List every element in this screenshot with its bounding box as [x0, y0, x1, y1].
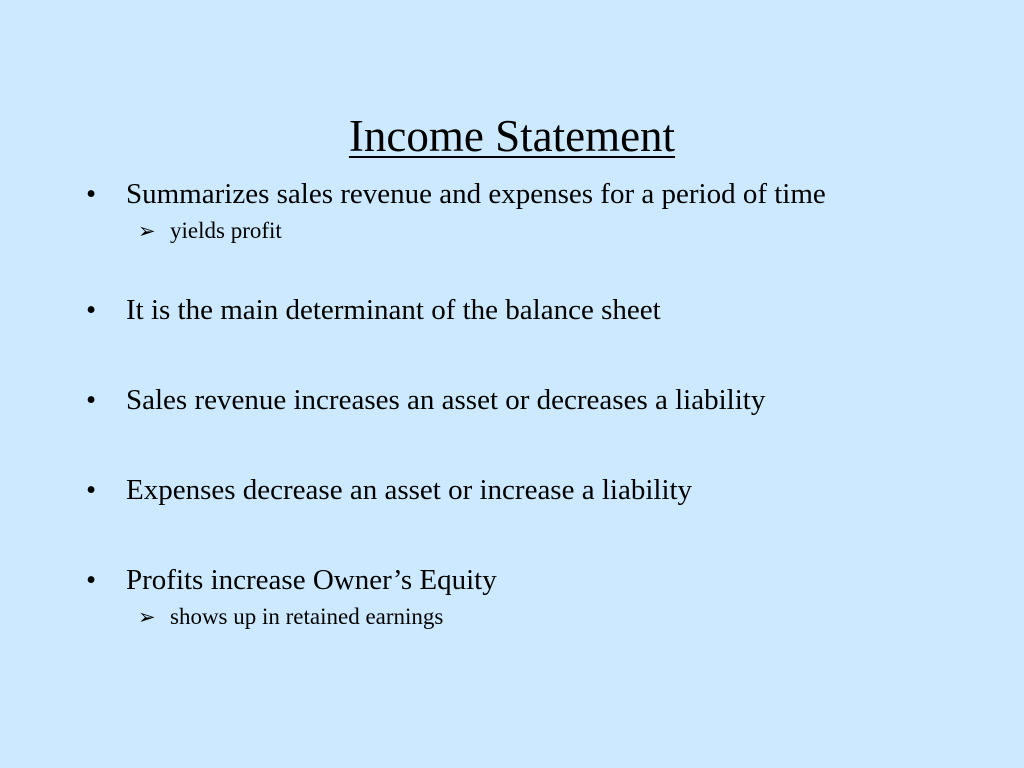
sub-bullet-item	[80, 602, 900, 632]
sub-bullet-item	[80, 216, 900, 246]
sub-bullet-text: yields profit	[170, 218, 282, 243]
slide-title: Income Statement	[348, 111, 676, 161]
arrow-bullet-icon: ➢	[138, 605, 156, 629]
bullet-item	[80, 382, 900, 418]
bullet-text: It is the main determinant of the balance sheet	[126, 294, 661, 326]
bullet-icon: •	[86, 178, 97, 210]
bullet-item	[80, 472, 900, 508]
bullet-icon: •	[86, 474, 97, 506]
bullet-text: Profits increase Owner’s Equity	[126, 564, 497, 596]
bullet-item	[80, 176, 900, 212]
bullet-icon: •	[86, 384, 97, 416]
bullet-text: Sales revenue increases an asset or decreases a liability	[126, 384, 766, 416]
bullet-item	[80, 292, 900, 328]
bullet-item	[80, 562, 900, 598]
arrow-bullet-icon: ➢	[138, 219, 156, 243]
sub-bullet-text: shows up in retained earnings	[170, 604, 444, 629]
bullet-text: Summarizes sales revenue and expenses for a period of time	[126, 178, 826, 210]
bullet-icon: •	[86, 564, 97, 596]
bullet-text: Expenses decrease an asset or increase a liability	[126, 474, 693, 506]
bullet-icon: •	[86, 294, 97, 326]
bullet-list	[80, 176, 900, 632]
